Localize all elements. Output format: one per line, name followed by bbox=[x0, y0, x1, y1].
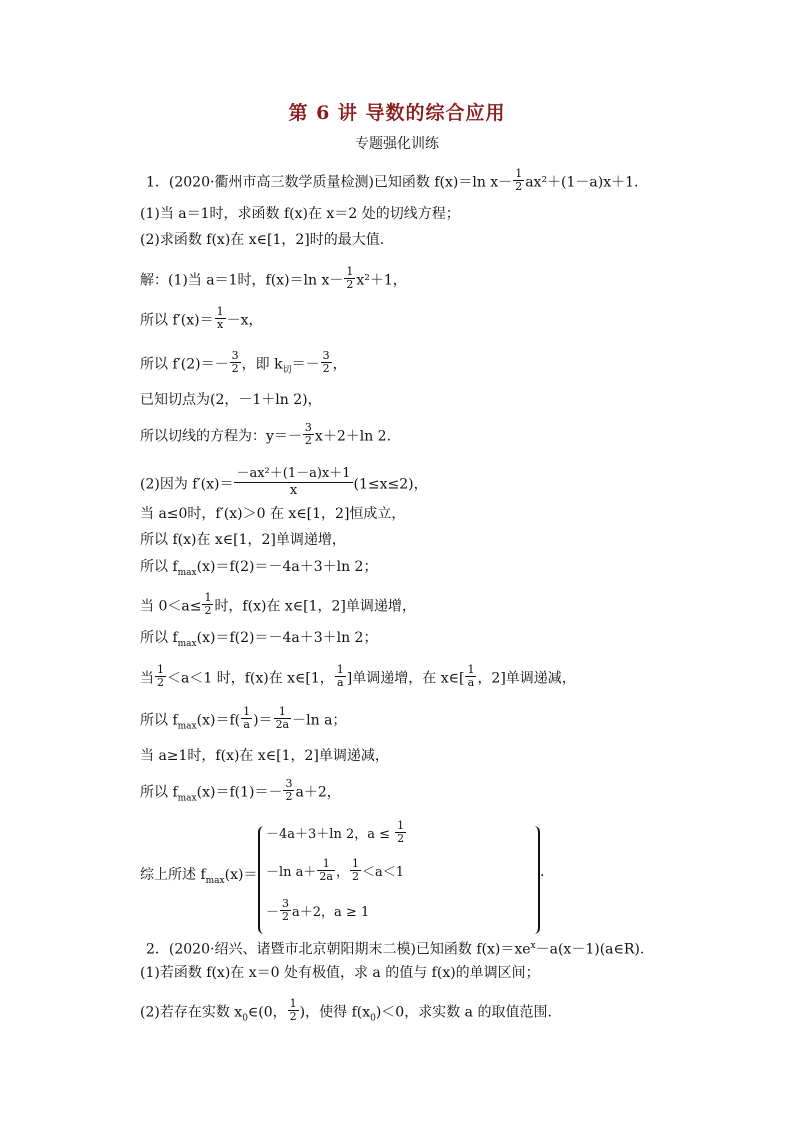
problem-2-part-1: (1)若函数 f(x)在 x＝0 处有极值，求 a 的值与 f(x)的单调区间； bbox=[140, 965, 540, 981]
solution-line: 所以 $f_{max}(x)=f(2)=-4a+3+\ln$ 2； bbox=[140, 559, 378, 578]
summary-label: 综上所述 $f_{max}(x)=$ bbox=[140, 867, 258, 886]
solution-line: 已知切点为(2，－1＋ln 2)， bbox=[140, 392, 322, 408]
solution-line: 所以 $f_{max}(x)=f$( $\frac{1}{a}$ )＝ $\frac{1}{2a}$ －ln a； bbox=[140, 705, 347, 732]
problem-1-part-1: (1)当 a＝1时，求函数 f(x)在 x＝2 处的切线方程； bbox=[140, 206, 460, 222]
left-brace bbox=[258, 826, 264, 934]
solution-line: 所以 $f_{max}(x)=f(1)=-$ $\frac{3}{2}$ a＋2， bbox=[140, 777, 341, 804]
solution-line: 当 a≥1时，f(x)在 x∈[1，2]单调递减， bbox=[140, 748, 389, 764]
solution-line: 当 $\frac{1}{2}$ ＜a＜1 时，f(x)在 x∈[1， $\frac{1}{a}$ ]单调递增，在 x∈[ $\frac{1}{a}$ ，2]单调递减， bbox=[140, 663, 576, 689]
case-1: －4a＋3＋ln 2，a ≤ $\frac{1}{2}$ bbox=[266, 819, 405, 845]
right-brace bbox=[534, 826, 540, 934]
page-subtitle: 专题强化训练 bbox=[355, 136, 439, 152]
solution-line: 所以 f(x)在 x∈[1，2]单调递增， bbox=[140, 532, 346, 548]
solution-line: 所以 f′(x)＝ $\frac{1}{x}$ －x， bbox=[140, 305, 263, 331]
piecewise-cases bbox=[258, 820, 558, 935]
problem-2-part-2: (2)若存在实数 $x_0\in(0$， $\frac{1}{2}$ )，使得 $f(x_0)<0$，求实数 a 的取值范围. bbox=[140, 997, 552, 1024]
solution-line: 当 a≤0时，f′(x)＞0 在 x∈[1，2]恒成立， bbox=[140, 506, 406, 522]
problem-1-statement: 1．(2020·衢州市高三数学质量检测)已知函数 f(x)＝ln x－ $\frac{1}{2}$ ax²＋(1－a)x＋1. bbox=[146, 167, 639, 193]
solution-line: 当 0＜a≤ $\frac{1}{2}$ 时，f(x)在 x∈[1，2]单调递增， bbox=[140, 591, 416, 617]
solution-line: 所以 f′(2)＝－ $\frac{3}{2}$ ，即 $k_切=-$ $\frac{3}{2}$ ， bbox=[140, 349, 347, 376]
case-3: － $\frac{3}{2}$ a＋2，a ≥ 1 bbox=[266, 897, 370, 923]
solution-line: 解：(1)当 a＝1时，f(x)＝ln x－ $\frac{1}{2}$ x²＋1， bbox=[140, 265, 407, 291]
problem-2-statement: 2．(2020·绍兴、诸暨市北京朝阳期末二模)已知函数 $f(x)=xe^x-a(x-1)(a\in R)$. bbox=[146, 941, 645, 958]
solution-line: (2)因为 f′(x)＝ $\frac{\text{－ax²＋(1－a)x＋1}}{x}$ (1≤x≤2)， bbox=[140, 466, 428, 498]
problem-1-part-2: (2)求函数 f(x)在 x∈[1，2]时的最大值. bbox=[140, 232, 385, 248]
case-2: －ln a＋ $\frac{1}{2a}$ ， $\frac{1}{2}$ ＜a＜1 bbox=[266, 857, 405, 883]
solution-line: 所以切线的方程为：y＝－ $\frac{3}{2}$ x＋2＋ln 2. bbox=[140, 421, 392, 447]
page-title: 第 6 讲 导数的综合应用 bbox=[288, 102, 506, 124]
piecewise-summary bbox=[140, 819, 545, 935]
summary-period: . bbox=[540, 864, 545, 880]
solution-line: 所以 $f_{max}(x)=f(2)=-4a+3+\ln$ 2； bbox=[140, 630, 378, 649]
